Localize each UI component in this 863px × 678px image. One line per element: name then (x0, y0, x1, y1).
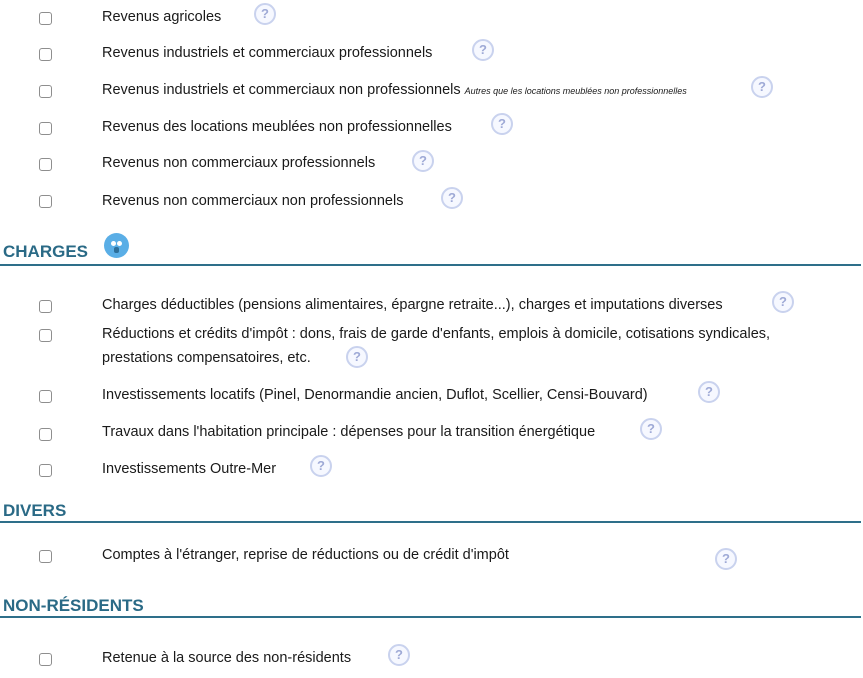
help-icon[interactable]: ? (491, 113, 513, 135)
help-icon[interactable]: ? (751, 76, 773, 98)
option-label: Investissements locatifs (Pinel, Denormandie ancien, Duflot, Scellier, Censi-Bouvard) (102, 387, 648, 403)
option-label-text: Revenus industriels et commerciaux non professionnels (102, 82, 461, 98)
section-title-divers: DIVERS (3, 501, 67, 520)
help-icon[interactable]: ? (698, 381, 720, 403)
option-label: Revenus non commerciaux professionnels (102, 155, 376, 171)
checkbox-outre-mer[interactable] (39, 464, 52, 477)
help-icon[interactable]: ? (441, 187, 463, 209)
help-icon[interactable]: ? (472, 39, 494, 61)
help-icon[interactable]: ? (254, 3, 276, 25)
option-label: Réductions et crédits d'impôt : dons, frais de garde d'enfants, emplois à domicile, cotisations syndicales, prestations compensatoires, etc. (102, 326, 771, 366)
checkbox-comptes-etranger[interactable] (39, 550, 52, 563)
blue-bird-icon[interactable] (104, 233, 129, 258)
checkbox-bic-professionnels[interactable] (39, 48, 52, 61)
checkbox-revenus-agricoles[interactable] (39, 12, 52, 25)
help-icon[interactable]: ? (412, 150, 434, 172)
section-title-non-residents: NON-RÉSIDENTS (3, 596, 144, 615)
checkbox-reductions-credits[interactable] (39, 329, 52, 342)
option-label: Revenus industriels et commerciaux professionnels (102, 45, 433, 61)
help-icon[interactable]: ? (640, 418, 662, 440)
checkbox-investissements-locatifs[interactable] (39, 390, 52, 403)
option-label: Travaux dans l'habitation principale : dépenses pour la transition énergétique (102, 424, 596, 440)
checkbox-bnc-professionnels[interactable] (39, 158, 52, 171)
help-icon[interactable]: ? (772, 291, 794, 313)
help-icon[interactable]: ? (310, 455, 332, 477)
option-label: Revenus non commerciaux non professionnels (102, 193, 404, 209)
checkbox-locations-meublees[interactable] (39, 122, 52, 135)
option-label: Revenus agricoles (102, 9, 222, 25)
checkbox-bic-non-professionnels[interactable] (39, 85, 52, 98)
section-divider (0, 521, 861, 523)
option-label (102, 78, 687, 103)
option-label: Investissements Outre-Mer (102, 461, 277, 477)
option-label: Charges déductibles (pensions alimentaires, épargne retraite...), charges et imputations diverses (102, 297, 723, 313)
help-icon[interactable]: ? (388, 644, 410, 666)
help-icon[interactable]: ? (715, 548, 737, 570)
option-label: Retenue à la source des non-résidents (102, 650, 352, 666)
section-divider (0, 264, 861, 266)
option-label: Revenus des locations meublées non professionnelles (102, 119, 452, 135)
checkbox-travaux-habitation[interactable] (39, 428, 52, 441)
help-icon[interactable]: ? (346, 346, 368, 368)
section-title-charges: CHARGES (3, 242, 89, 261)
option-note: Autres que les locations meublées non professionnelles (464, 86, 687, 96)
option-label: Comptes à l'étranger, reprise de réductions ou de crédit d'impôt (102, 547, 509, 563)
checkbox-retenue-source[interactable] (39, 653, 52, 666)
section-divider (0, 616, 861, 618)
checkbox-charges-deductibles[interactable] (39, 300, 52, 313)
checkbox-bnc-non-professionnels[interactable] (39, 195, 52, 208)
